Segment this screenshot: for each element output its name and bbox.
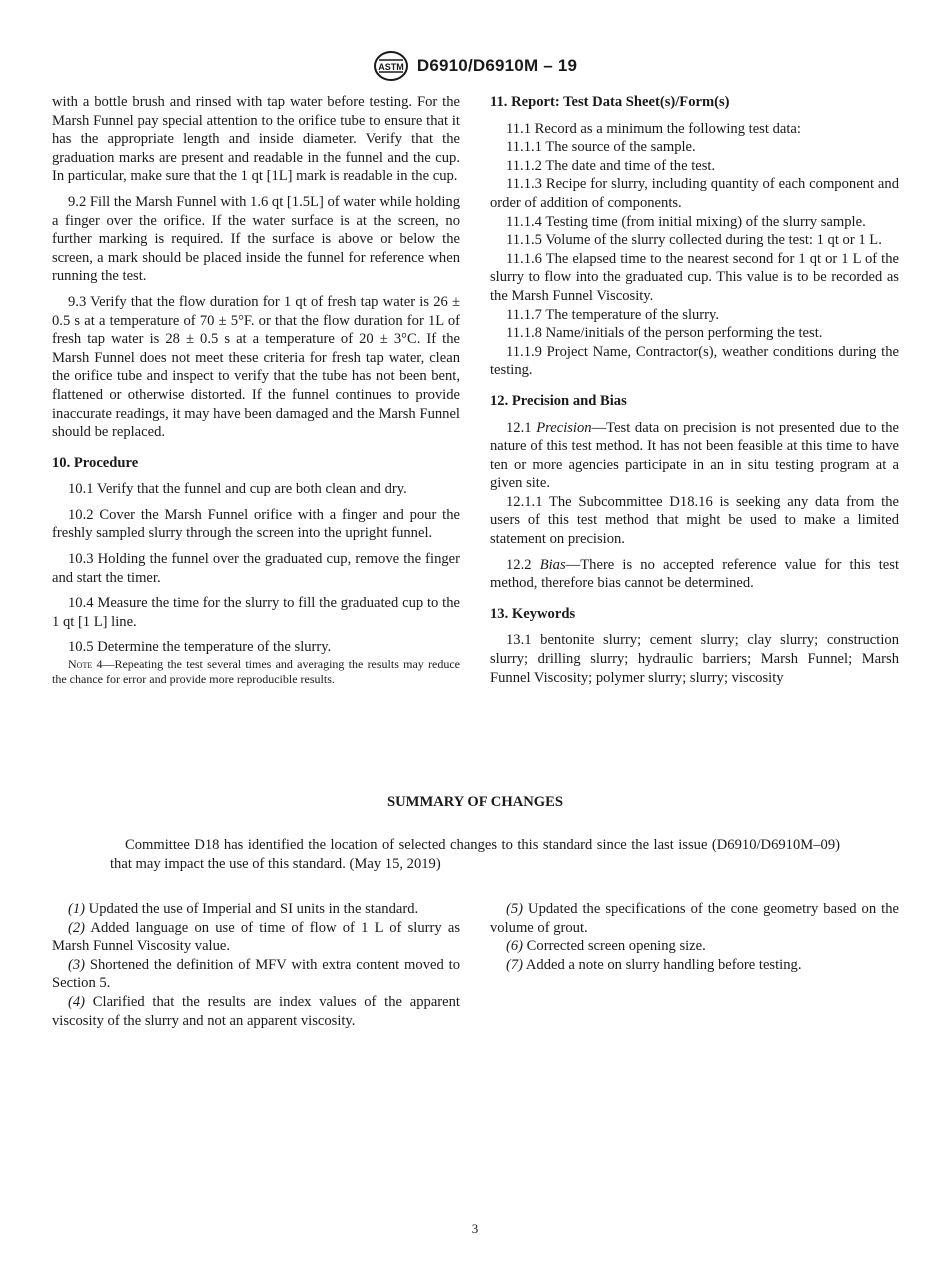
document-id: D6910/D6910M – 19 [416,56,578,75]
heading-keywords: 13. Keywords [490,605,576,622]
changes-left-column [52,900,460,1030]
change-text: Clarified that the results are index values of the apparent viscosity of the slurry and not an apparent viscosity. [52,993,460,1029]
change-item [490,956,899,975]
paragraph-10-5: 10.5 Determine the temperature of the slurry. [68,639,332,656]
note-label: Note 4 [68,657,103,672]
paragraph-10-3: 10.3 Holding the funnel over the graduated cup, remove the finger and start the timer. [52,551,460,586]
paragraph-12-1-1: 12.1.1 The Subcommittee D18.16 is seeking any data from the users of this test method that might be used to make a limited statement on precision. [490,493,899,548]
paragraph-13-1: 13.1 bentonite slurry; cement slurry; clay slurry; construction slurry; drilling slurry; hydraulic barriers; Marsh Funnel; Marsh Funnel Viscosity; polymer slurry; slurry; viscosity [490,632,899,686]
paragraph-12-2 [490,556,899,593]
left-column [52,93,460,687]
paragraph-continued: with a bottle brush and rinsed with tap water before testing. For the Marsh Funnel pay special attention to the orifice tube to ensure that it has the appropriate length and inside diameter. Verify that the graduation marks are present and readable in the funnel and the cup. In particular, make sure that the 1 qt [1L] mark is readable in the cup. [52,94,460,185]
item-11-1-6: 11.1.6 The elapsed time to the nearest second for 1 qt or 1 L of the slurry to flow into the graduated cup. This value is to be recorded as the Marsh Funnel Viscosity. [490,250,899,304]
summary-intro [110,836,840,874]
change-num: (4) [68,993,86,1010]
heading-report: 11. Report: Test Data Sheet(s)/Form(s) [490,94,730,110]
change-item [490,900,899,937]
change-text: Added language on use of time of flow of 1 L of slurry as Marsh Funnel Viscosity value. [52,919,460,955]
change-text: Shortened the definition of MFV with extra content moved to Section 5. [52,956,460,992]
note-4 [52,657,460,687]
change-num: (1) [68,901,86,917]
change-item [52,993,460,1030]
change-text: Added a note on slurry handling before testing. [523,956,802,973]
paragraph-10-1: 10.1 Verify that the funnel and cup are both clean and dry. [68,481,407,498]
item-11-1: 11.1 Record as a minimum the following test data: [506,120,801,137]
change-num: (6) [506,938,524,955]
item-11-1-4: 11.1.4 Testing time (from initial mixing) of the slurry sample. [506,213,866,230]
change-num: (7) [506,956,524,973]
change-num: (2) [68,919,86,936]
paragraph-9-2: 9.2 Fill the Marsh Funnel with 1.6 qt [1.5L] of water while holding a finger over the orifice. If the water surface is at the screen, no further marking is required. If the surface is above or below the screen, a mark should be placed inside the funnel for reference when running the test. [52,193,460,285]
change-text: Corrected screen opening size. [523,938,706,955]
logo-text: ASTM [378,62,404,72]
p-12-1-text: —Test data on precision is not presented due to the nature of this test method. It has not been feasible at this time to have ten or more agencies participate in an in situ testing program at a given site. [490,419,899,492]
item-11-1-2: 11.1.2 The date and time of the test. [506,157,716,174]
heading-procedure: 10. Procedure [52,454,139,471]
heading-precision-bias: 12. Precision and Bias [490,392,627,409]
note-text: —Repeating the test several times and averaging the results may reduce the chance for error and provide more reproducible results. [52,657,460,687]
summary-title: SUMMARY OF CHANGES [387,794,563,810]
page-header [0,50,950,87]
item-11-1-8: 11.1.8 Name/initials of the person performing the test. [506,325,823,342]
item-11-1-1: 11.1.1 The source of the sample. [506,139,696,156]
p-12-2-term: Bias [539,556,566,573]
changes-right-column [490,900,899,974]
change-num: (5) [506,901,524,917]
change-text: Updated the specifications of the cone geometry based on the volume of grout. [490,901,899,936]
summary-intro-text: Committee D18 has identified the location of selected changes to this standard since the last issue (D6910/D6910M–09) that may impact the use of this standard. (May 15, 2019) [110,837,840,872]
item-11-1-5: 11.1.5 Volume of the slurry collected during the test: 1 qt or 1 L. [506,232,882,249]
paragraph-12-1 [490,419,899,493]
p-12-2-text: —There is no accepted reference value for this test method, therefore bias cannot be determined. [490,556,900,592]
change-item [52,919,460,956]
right-column [490,93,899,694]
page-number: 3 [471,1221,479,1236]
change-text: Updated the use of Imperial and SI units in the standard. [85,901,419,917]
change-item [52,956,460,993]
p-12-1-num: 12.1 [506,419,532,436]
change-item [490,937,899,956]
paragraph-10-4: 10.4 Measure the time for the slurry to fill the graduated cup to the 1 qt [1 L] line. [52,595,460,630]
change-item [52,900,460,919]
p-12-1-term: Precision [536,419,592,436]
item-11-1-9: 11.1.9 Project Name, Contractor(s), weather conditions during the testing. [490,343,899,379]
change-num: (3) [68,956,86,973]
paragraph-10-2: 10.2 Cover the Marsh Funnel orifice with a finger and pour the freshly sampled slurry through the screen into the upright funnel. [52,506,460,542]
p-12-2-num: 12.2 [506,556,532,573]
astm-logo-icon [373,50,409,82]
item-11-1-7: 11.1.7 The temperature of the slurry. [506,306,720,323]
item-11-1-3: 11.1.3 Recipe for slurry, including quantity of each component and order of addition of components. [490,176,899,211]
paragraph-9-3: 9.3 Verify that the flow duration for 1 qt of fresh tap water is 26 ± 0.5 s at a temperature of 70 ± 5°F. or that the flow duration for 1L of fresh tap water is 28 ± 0.5 s at a temperature of 20 ± 3°C. If the Marsh Funnel does not meet these criteria for fresh tap water, clean the orifice tube and inspect to verify that the tube has not been bent, flattened or otherwise distorted. If the funnel continues to provide inaccurate readings, it may have been damaged and the Marsh Funnel should be replaced. [52,293,460,441]
